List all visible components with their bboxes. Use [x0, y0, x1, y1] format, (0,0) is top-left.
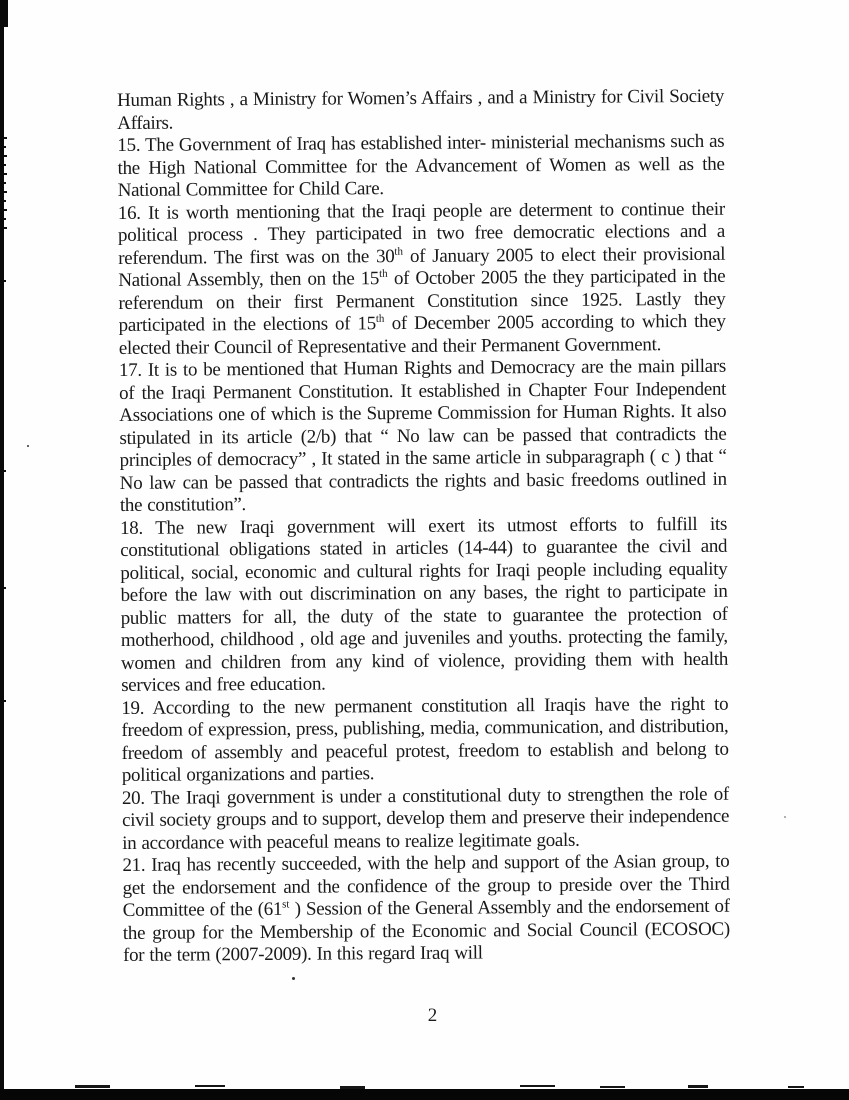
text-run: Human Rights , a Ministry for Women’s Affairs , and a Ministry for Civil Society Affairs.: [117, 85, 725, 134]
superscript: th: [375, 312, 385, 325]
paragraph: [119, 356, 727, 518]
scan-artifact-left-top: [0, 0, 8, 27]
scan-artifact: [4, 191, 7, 193]
text-run: 20. The Iraqi government is under a constitutional duty to strengthen the role of civil society groups and to support, develop them and preserve their independence in accordance with peaceful means to realize legitimate goals.: [121, 783, 730, 854]
scan-artifact: [75, 1085, 110, 1088]
text-run: 18. The new Iraqi government will exert its utmost efforts to fulfill its constitutional obligations stated in articles (14-44) to guarantee the civil and political, social, economic and cultural rights for Iraqi people including equality before the law with out discrimination on any bases, the right to participate in public matters for all, the duty of the state to guarantee the protection of motherhood, childhood , old age and juveniles and youths. protecting the family, women and children from any kind of violence, providing them with health services and free education.: [119, 513, 729, 696]
scan-artifact: [4, 227, 7, 229]
scan-artifact: [4, 164, 6, 166]
scan-artifact: [4, 137, 7, 139]
superscript: th: [379, 267, 388, 280]
scan-artifact: [292, 977, 295, 980]
scan-artifact: [520, 1085, 555, 1087]
paragraph: [120, 513, 728, 697]
scan-artifact: [4, 470, 6, 472]
scan-artifact: [340, 1086, 365, 1089]
scan-artifact: [600, 1086, 625, 1088]
scan-artifact: [788, 1086, 804, 1088]
text-run: 15. The Government of Iraq has established inter- ministerial mechanisms such as the High National Committee for the Advancement of Women as well as the National Committee for Child Care.: [117, 130, 725, 201]
document-text: [117, 86, 730, 968]
paragraph: [117, 86, 724, 135]
paragraph: [118, 198, 726, 360]
scan-artifact-bottom-edge: [0, 1089, 849, 1100]
scan-artifact: [4, 200, 6, 202]
scan-artifact: [4, 173, 7, 175]
paragraph: [121, 693, 729, 787]
text-run: ) Session of the General Assembly and the endorsement of the group for the Membership of the Economic and Social Council (ECOSOC) for the term (2007-2009). In this regard Iraq will: [122, 895, 730, 966]
text-run: of December 2005 according to which they elected their Council of Representative and their Permanent Government.: [118, 310, 726, 359]
text-run: 17. It is to be mentioned that Human Rights and Democracy are the main pillars of the Iraqi Permanent Constitution. It established in Chapter Four Independent Associations one of which is the Supreme Commission for Human Rights. It also stipulated in its article (2/b) that “ No law can be passed that contradicts the principles of democracy” , It stated in the same article in subparagraph ( c ) that “ No law can be passed that contradicts the rights and basic freedoms outlined in the constitution”.: [118, 355, 727, 516]
text-run: of January 2005 to elect their provisional National Assembly, then on the 15: [118, 243, 726, 291]
scan-artifact: [4, 218, 6, 220]
page-number: 2: [427, 1005, 438, 1026]
scan-artifact: [4, 280, 6, 282]
scan-artifact: [4, 587, 6, 589]
paragraph: [122, 783, 729, 855]
paragraph: [117, 131, 724, 203]
text-run: 19. According to the new permanent constitution all Iraqis have the right to freedom of expression, press, publishing, media, communication, and distribution, freedom of assembly and peaceful protest, freedom to establish and belong to political organizations and parties.: [121, 693, 729, 786]
superscript: th: [394, 245, 404, 258]
scan-artifact: [784, 816, 786, 818]
paragraph: [122, 851, 730, 968]
text-run: 21. Iraq has recently succeeded, with the help and support of the Asian group, to get the endorsement and the confidence of the group to preside over the Third Committee of the (61: [122, 850, 730, 921]
scan-artifact: [4, 209, 7, 211]
superscript: st: [282, 898, 290, 911]
text-run: of October 2005 the they participated in the referendum on their first Permanent Constitution since 1925. Lastly they participated in the elections of 15: [118, 265, 726, 336]
scan-artifact: [195, 1085, 225, 1087]
scan-artifact: [4, 700, 6, 702]
scan-artifact: [4, 155, 7, 157]
scan-artifact: [4, 146, 6, 148]
scan-artifact: [27, 445, 29, 447]
text-run: 16. It is worth mentioning that the Iraqi people are determent to continue their political process . They participated in two free democratic elections and a referendum. The first was on the 30: [117, 198, 726, 269]
scan-artifact: [4, 182, 6, 184]
scan-artifact: [688, 1085, 708, 1088]
